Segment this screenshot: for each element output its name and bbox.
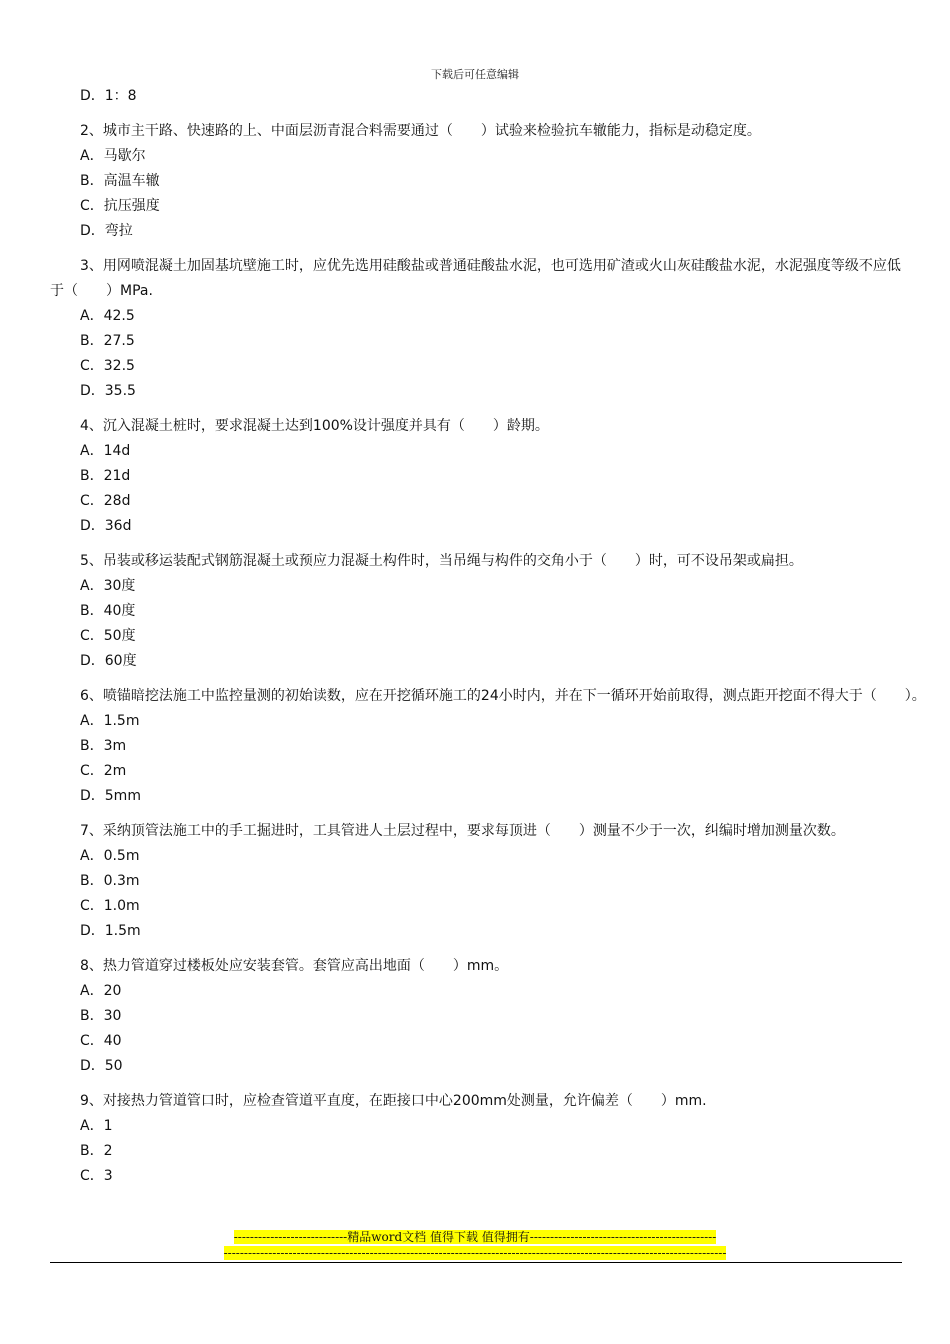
question-block — [50, 819, 902, 944]
answer-option: A．42.5 — [80, 308, 135, 324]
question-stem: 9、对接热力管道管口时，应检查管道平直度，在距接口中心200mm处测量，允许偏差（ ）mm. — [80, 1093, 707, 1109]
answer-option: D．36d — [80, 518, 132, 534]
answer-option: A．1.5m — [80, 713, 140, 729]
answer-option: B．30 — [80, 1008, 122, 1024]
footer-line-1: ----------------------------精品word文档 值得下载 值得拥有---------------------------------------------- — [233, 1230, 717, 1244]
answer-option: B．高温车辙 — [80, 173, 160, 189]
answer-option: D．弯拉 — [80, 223, 133, 239]
answer-option: D．35.5 — [80, 383, 136, 399]
answer-option: C．2m — [80, 763, 127, 779]
question-stem: 5、吊装或移运装配式钢筋混凝土或预应力混凝土构件时，当吊绳与构件的交角小于（ ）时，可不设吊架或扁担。 — [80, 553, 803, 569]
leading-option: D．1：8 — [80, 88, 137, 104]
question-stem: 2、城市主干路、快速路的上、中面层沥青混合料需要通过（ ）试验来检验抗车辙能力，指标是动稳定度。 — [80, 123, 761, 139]
question-stem: 8、热力管道穿过楼板处应安装套管。套管应高出地面（ ）mm。 — [80, 958, 509, 974]
answer-option: C．40 — [80, 1033, 122, 1049]
answer-option: C．3 — [80, 1168, 113, 1184]
question-list — [50, 119, 926, 1189]
answer-option: A．1 — [80, 1118, 113, 1134]
answer-option: B．3m — [80, 738, 127, 754]
answer-option: C．1.0m — [80, 898, 140, 914]
answer-option: C．28d — [80, 493, 131, 509]
question-block — [50, 684, 926, 809]
answer-option: D．5mm — [80, 788, 141, 804]
question-block — [50, 414, 902, 539]
question-stem: 7、采纳顶管法施工中的手工掘进时，工具管进人土层过程中，要求每顶进（ ）测量不少于一次，纠编时增加测量次数。 — [80, 823, 845, 839]
question-block — [50, 119, 902, 244]
answer-option: A．0.5m — [80, 848, 140, 864]
question-stem: 3、用网喷混凝土加固基坑壁施工时，应优先选用硅酸盐或普通硅酸盐水泥，也可选用矿渣或火山灰硅酸盐水泥，水泥强度等级不应低于（ ）MPa. — [50, 258, 901, 299]
document-body — [50, 84, 926, 1189]
answer-option: D．1.5m — [80, 923, 141, 939]
question-block — [50, 1089, 902, 1189]
answer-option: A．20 — [80, 983, 122, 999]
footer-divider — [50, 1262, 902, 1263]
page-footer — [0, 1229, 950, 1261]
answer-option: C．抗压强度 — [80, 198, 160, 214]
answer-option: A．马歇尔 — [80, 148, 146, 164]
answer-option: C．32.5 — [80, 358, 135, 374]
question-block — [50, 549, 902, 674]
page-header: 下载后可任意编辑 — [431, 68, 519, 81]
footer-line-2: ---------------------------------------------------------------------------------------------------------------------------- — [223, 1246, 727, 1260]
question-stem: 4、沉入混凝土桩时，要求混凝土达到100%设计强度并具有（ ）龄期。 — [80, 418, 549, 434]
question-block — [50, 954, 902, 1079]
answer-option: B．0.3m — [80, 873, 140, 889]
answer-option: B．2 — [80, 1143, 113, 1159]
answer-option: B．27.5 — [80, 333, 135, 349]
question-block — [50, 254, 902, 404]
answer-option: A．14d — [80, 443, 131, 459]
answer-option: B．40度 — [80, 603, 136, 619]
answer-option: B．21d — [80, 468, 131, 484]
answer-option: D．50 — [80, 1058, 123, 1074]
answer-option: D．60度 — [80, 653, 137, 669]
question-stem: 6、喷锚暗挖法施工中监控量测的初始读数，应在开挖循环施工的24小时内，并在下一循环开始前取得，测点距开挖面不得大于（ ）。 — [80, 688, 926, 704]
answer-option: A．30度 — [80, 578, 136, 594]
answer-option: C．50度 — [80, 628, 136, 644]
